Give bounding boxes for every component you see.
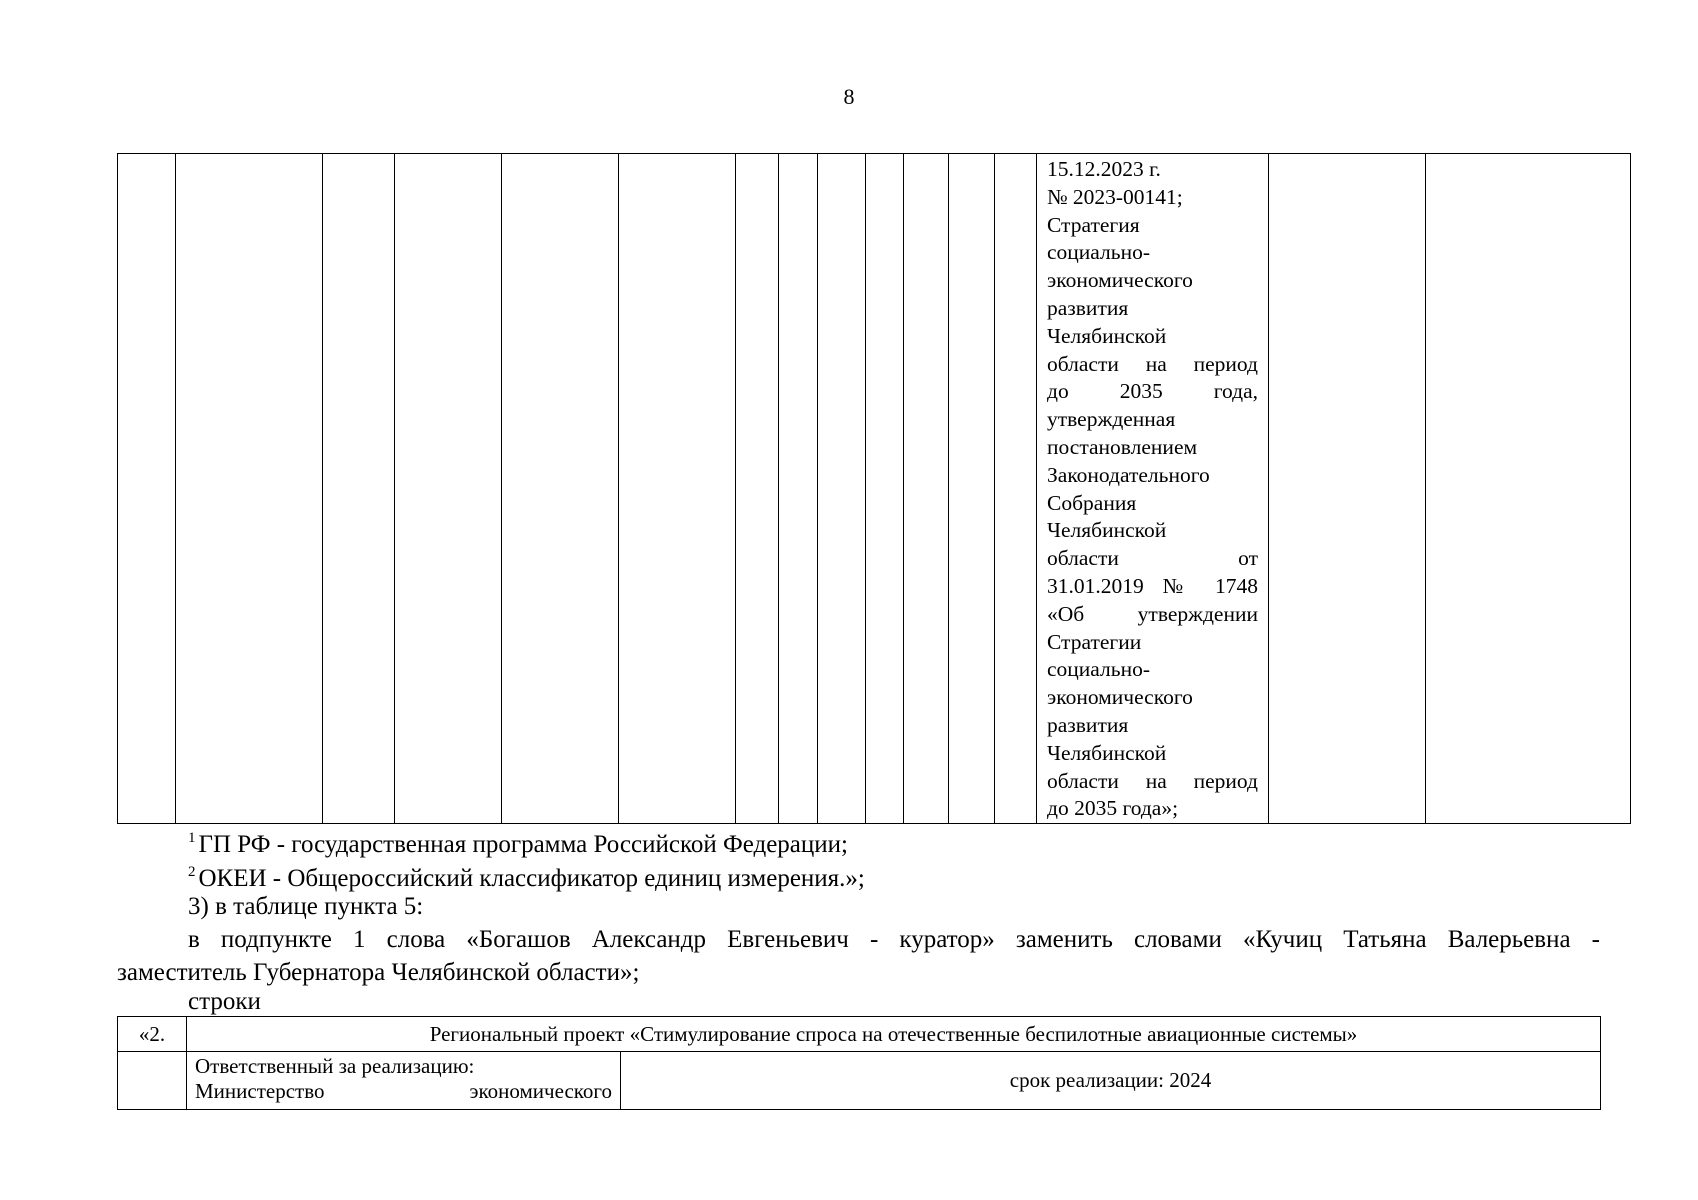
empty-cell: [818, 154, 866, 824]
paragraph-sub1-line2: заместитель Губернатора Челябинской области»;: [117, 959, 640, 986]
cell-line: социально-: [1047, 657, 1150, 682]
cell-line: Собрания: [1047, 490, 1137, 515]
cell-line: 31.01.2019 № 1748: [1047, 573, 1258, 598]
empty-cell: [1269, 154, 1426, 824]
empty-cell: [949, 154, 995, 824]
empty-cell: [323, 154, 395, 824]
strategy-reference-cell: [1037, 154, 1269, 824]
empty-cell: [904, 154, 949, 824]
rows-table: [117, 1016, 1601, 1110]
footnote-mark: 1: [188, 830, 196, 846]
cell-line: Стратегия: [1047, 212, 1140, 237]
cell-line: до 2035 года,: [1047, 379, 1258, 404]
cell-line: экономического: [1047, 268, 1193, 293]
continuation-table: [117, 153, 1631, 824]
footnote-text: ОКЕИ - Общероссийский классификатор единиц измерения.»;: [198, 865, 865, 892]
cell-line: развития: [1047, 295, 1129, 320]
table-row: [118, 1017, 1601, 1052]
cell-line: 15.12.2023 г.: [1047, 157, 1161, 181]
paragraph-sub1-line1: в подпункте 1 слова «Богашов Александр Евгеньевич - куратор» заменить словами «Кучиц Татьяна Валерьевна -: [188, 926, 1600, 953]
empty-cell: [118, 1052, 187, 1110]
cell-line: до 2035 года»;: [1047, 796, 1179, 821]
empty-cell: [866, 154, 904, 824]
cell-line: Челябинской: [1047, 740, 1167, 765]
cell-line: «Об утверждении: [1047, 601, 1258, 626]
cell-line: Челябинской: [1047, 518, 1167, 543]
cell-line: Стратегии: [1047, 629, 1142, 654]
cell-line: социально-: [1047, 240, 1150, 265]
footnote-mark: 2: [188, 864, 196, 880]
empty-cell: [736, 154, 779, 824]
cell-line: области от: [1047, 546, 1258, 571]
empty-cell: [118, 154, 176, 824]
empty-cell: [619, 154, 736, 824]
table-row: [118, 154, 1631, 824]
cell-line: утвержденная: [1047, 407, 1176, 432]
empty-cell: [995, 154, 1037, 824]
paragraph-item-3: 3) в таблице пункта 5:: [188, 893, 424, 920]
footnote-text: ГП РФ - государственная программа Российской Федерации;: [198, 831, 848, 858]
cell-line: № 2023-00141;: [1047, 184, 1183, 209]
footnote-2: [188, 856, 865, 895]
cell-line: Челябинской: [1047, 323, 1167, 348]
row-number: «2.: [118, 1017, 187, 1052]
empty-cell: [176, 154, 323, 824]
responsible-cell: [187, 1052, 621, 1110]
empty-cell: [502, 154, 619, 824]
empty-cell: [395, 154, 502, 824]
cell-line: экономического: [1047, 685, 1193, 710]
project-title: Региональный проект «Стимулирование спроса на отечественные беспилотные авиационные системы»: [187, 1017, 1601, 1052]
responsible-label: Ответственный за реализацию:: [195, 1054, 475, 1078]
cell-line: области на период: [1047, 768, 1258, 793]
cell-line: Законодательного: [1047, 462, 1210, 487]
cell-line: постановлением: [1047, 434, 1198, 459]
empty-cell: [779, 154, 818, 824]
responsible-value: Министерство экономического: [195, 1079, 612, 1103]
term-cell: срок реализации: 2024: [621, 1052, 1601, 1110]
table-row: [118, 1052, 1601, 1110]
cell-line: области на период: [1047, 351, 1258, 376]
empty-cell: [1426, 154, 1631, 824]
page-number: 8: [843, 84, 855, 109]
paragraph-rows-word: строки: [188, 988, 261, 1015]
cell-line: развития: [1047, 712, 1129, 737]
